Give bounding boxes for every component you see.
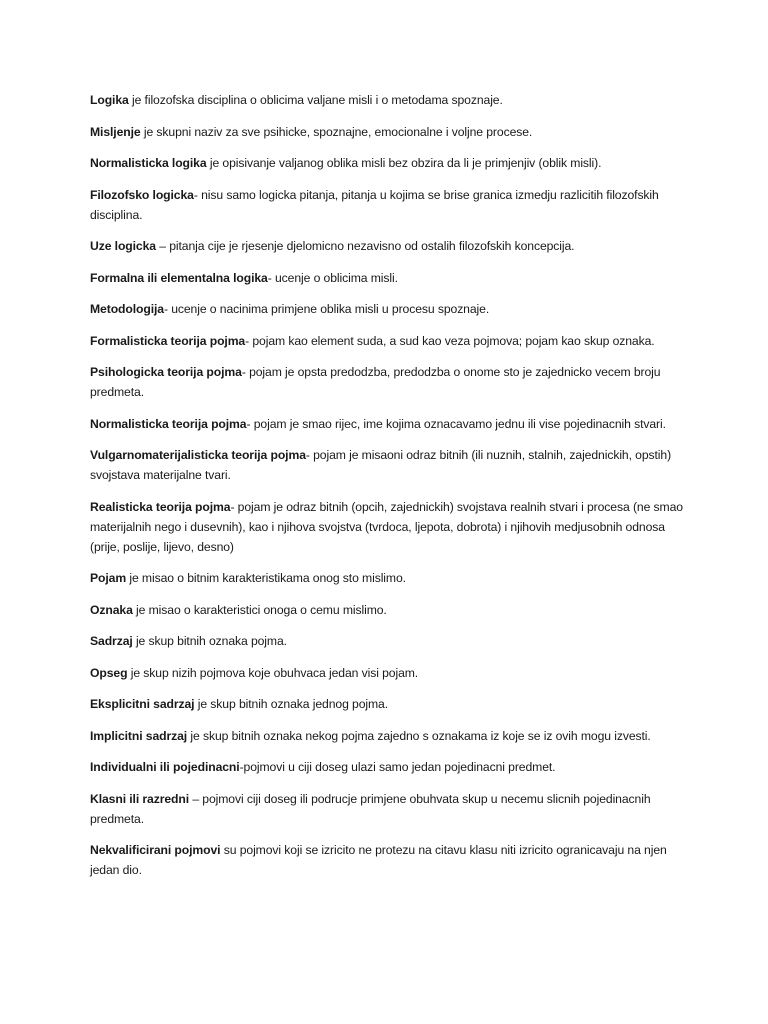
term: Vulgarnomaterijalisticka teorija pojma bbox=[90, 448, 306, 462]
paragraph-filozofsko-logicka bbox=[90, 185, 690, 225]
paragraph-oznaka bbox=[90, 600, 690, 620]
definition: je skup bitnih oznaka nekog pojma zajedno s oznakama iz koje se iz ovih mogu izvesti. bbox=[187, 728, 651, 743]
definition: je misao o karakteristici onoga o cemu mislimo. bbox=[132, 602, 387, 617]
term: Pojam bbox=[90, 571, 127, 585]
term: Eksplicitni sadrzaj bbox=[90, 697, 195, 711]
definition: - ucenje o nacinima primjene oblika misli u procesu spoznaje. bbox=[163, 302, 490, 316]
paragraph-normalisticka-teorija bbox=[90, 414, 690, 434]
definition: je skup nizih pojmova koje obuhvaca jedan visi pojam. bbox=[127, 665, 419, 680]
definition: - pojam je smao rijec, ime kojima oznacavamo jednu ili vise pojedinacnih stvari. bbox=[246, 416, 666, 431]
paragraph-metodologija bbox=[90, 299, 690, 319]
paragraph-pojam bbox=[90, 568, 690, 588]
paragraph-opseg bbox=[90, 663, 690, 683]
definition: su pojmovi koji se izricito ne protezu na citavu klasu niti izricito ogranicavaju na njen jedan dio. bbox=[90, 843, 667, 877]
paragraph-nekvalificirani-pojmovi bbox=[90, 840, 690, 880]
paragraph-formalisticka-teorija bbox=[90, 331, 690, 351]
term: Misljenje bbox=[90, 124, 141, 139]
term: Realisticka teorija pojma bbox=[90, 499, 231, 514]
term: Formalna ili elementalna logika bbox=[90, 270, 268, 285]
paragraph-psihologicka-teorija bbox=[90, 362, 690, 402]
term: Implicitni sadrzaj bbox=[90, 728, 188, 743]
definition: - pojam je odraz bitnih (opcih, zajednickih) svojstava realnih stvari i procesa (ne smao materijalnih nego i dusevnih), kao i njihova svojstva (tvrdoca, ljepota, dobrota) i njihovih medjusobnih odnosa (prije, poslije, lijevo, desno) bbox=[90, 499, 683, 554]
definition: je skupni naziv za sve psihicke, spoznajne, emocionalne i voljne procese. bbox=[140, 124, 533, 139]
definition: -pojmovi u ciji doseg ulazi samo jedan pojedinacni predmet. bbox=[239, 760, 556, 774]
paragraph-normalisticka-logika bbox=[90, 153, 690, 173]
definition: - pojam je misaoni odraz bitnih (ili nuznih, stalnih, zajednickih, opstih) svojstava materijalne tvari. bbox=[90, 448, 672, 482]
term: Filozofsko logicka bbox=[90, 187, 194, 202]
term: Opseg bbox=[90, 665, 128, 680]
term: Uze logicka bbox=[90, 239, 156, 253]
paragraph-klasni-pojmovi bbox=[90, 789, 690, 829]
term: Sadrzaj bbox=[90, 634, 133, 648]
term: Oznaka bbox=[90, 602, 133, 617]
paragraph-formalna-logika bbox=[90, 268, 690, 288]
document-body bbox=[90, 90, 690, 892]
definition: - pojam je opsta predodzba, predodzba o onome sto je zajednicko vecem broju predmeta. bbox=[90, 365, 661, 399]
definition: - ucenje o oblicima misli. bbox=[267, 270, 398, 285]
term: Normalisticka logika bbox=[90, 156, 207, 170]
term: Logika bbox=[90, 93, 129, 107]
term: Psihologicka teorija pojma bbox=[90, 365, 242, 379]
term: Formalisticka teorija pojma bbox=[90, 333, 246, 348]
definition: je skup bitnih oznaka jednog pojma. bbox=[194, 697, 389, 711]
term: Normalisticka teorija pojma bbox=[90, 416, 247, 431]
paragraph-misljenje bbox=[90, 122, 690, 142]
term: Klasni ili razredni bbox=[90, 791, 190, 806]
paragraph-logika bbox=[90, 90, 690, 110]
paragraph-eksplicitni-sadrzaj bbox=[90, 694, 690, 714]
definition: - nisu samo logicka pitanja, pitanja u kojima se brise granica izmedju razlicitih filozofskih disciplina. bbox=[90, 187, 659, 222]
paragraph-individualni-pojmovi bbox=[90, 757, 690, 777]
definition: – pitanja cije je rjesenje djelomicno nezavisno od ostalih filozofskih koncepcija. bbox=[155, 239, 575, 253]
paragraph-realisticka-teorija bbox=[90, 497, 690, 557]
term: Metodologija bbox=[90, 302, 164, 316]
definition: – pojmovi ciji doseg ili podrucje primjene obuhvata skup u necemu slicnih pojedinacnih predmeta. bbox=[90, 791, 651, 826]
definition: je misao o bitnim karakteristikama onog sto mislimo. bbox=[126, 571, 406, 585]
definition: je filozofska disciplina o oblicima valjane misli i o metodama spoznaje. bbox=[128, 93, 503, 107]
term: Individualni ili pojedinacni bbox=[90, 760, 240, 774]
definition: je skup bitnih oznaka pojma. bbox=[132, 634, 287, 648]
term: Nekvalificirani pojmovi bbox=[90, 843, 221, 857]
definition: - pojam kao element suda, a sud kao veza pojmova; pojam kao skup oznaka. bbox=[245, 333, 655, 348]
definition: je opisivanje valjanog oblika misli bez obzira da li je primjenjiv (oblik misli). bbox=[206, 156, 602, 170]
paragraph-uze-logicka bbox=[90, 236, 690, 256]
paragraph-vulgarnomaterijalisticka-teorija bbox=[90, 445, 690, 485]
paragraph-sadrzaj bbox=[90, 631, 690, 651]
paragraph-implicitni-sadrzaj bbox=[90, 726, 690, 746]
